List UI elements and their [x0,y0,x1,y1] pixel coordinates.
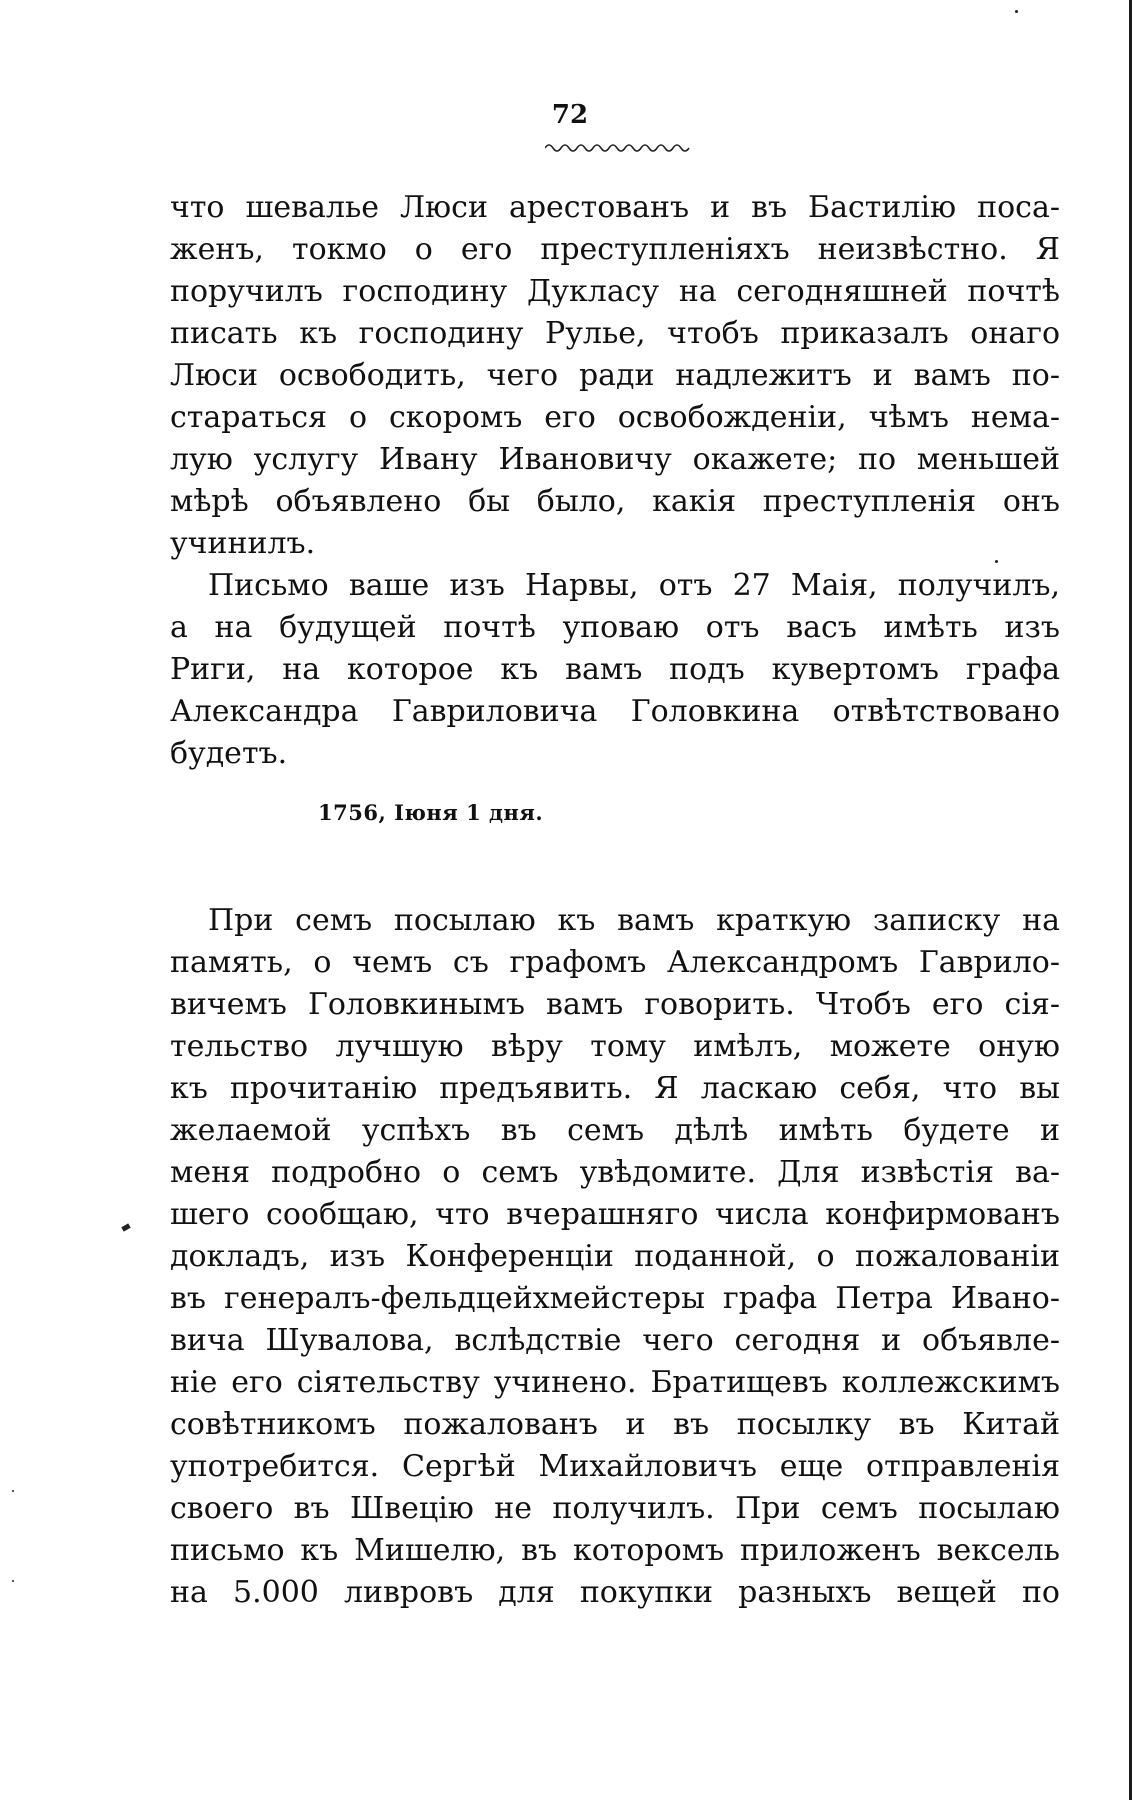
text-line: тельство лучшую вѣру тому имѣлъ, можете оную [170,1029,1060,1064]
text-line: шего сообщаю, что вчерашняго числа конфирмованъ [170,1197,1060,1232]
text-line: стараться о скоромъ его освобожденіи, чѣмъ нема- [170,400,1060,435]
text-line: женъ, токмо о его преступленіяхъ неизвѣстно. Я [170,232,1060,267]
text-line: вича Шувалова, вслѣдствіе чего сегодня и объявле- [170,1323,1060,1358]
page-number: 72 [551,100,589,130]
letter-1-body [170,187,1060,775]
text-line: а на будущей почтѣ уповаю отъ васъ имѣть изъ [170,610,1060,645]
text-line: письмо къ Мишелю, въ которомъ приложенъ вексель [170,1533,1060,1568]
text-line: Александра Гавриловича Головкина отвѣтствовано [170,694,1060,729]
text-line: поручилъ господину Дукласу на сегодняшней почтѣ [170,274,1060,309]
text-line: мѣрѣ объявлено бы было, какія преступленія онъ [170,484,1060,519]
text-line: Письмо ваше изъ Нарвы, отъ 27 Маія, получилъ, [208,568,1060,603]
text-line: употребится. Сергѣй Михайловичъ еще отправленія [170,1449,1060,1484]
scan-speck [12,1490,14,1492]
scan-speck [995,560,998,563]
scan-speck [12,1580,14,1582]
text-line: Люси освободить, чего ради надлежитъ и вамъ по- [170,358,1060,393]
text-line: Риги, на которое къ вамъ подъ кувертомъ графа [170,652,1060,687]
ornamental-rule [545,142,690,154]
text-line: на 5.000 ливровъ для покупки разныхъ вещей по [170,1575,1060,1610]
text-line: своего въ Швецію не получилъ. При семъ посылаю [170,1491,1060,1526]
text-line: совѣтникомъ пожалованъ и въ посылку въ Китай [170,1407,1060,1442]
page-edge [1129,0,1132,1800]
text-line: вичемъ Головкинымъ вамъ говорить. Чтобъ его сія- [170,987,1060,1022]
text-line: докладъ, изъ Конференціи поданной, о пожалованіи [170,1239,1060,1274]
text-line: къ прочитанію предъявить. Я ласкаю себя, что вы [170,1071,1060,1106]
letter-2-body [170,900,1060,1614]
text-line: При семъ посылаю къ вамъ краткую записку на [208,903,1060,938]
text-line: въ генералъ-фельдцейхмейстеры графа Петра Ивано- [170,1281,1060,1316]
text-line: ніе его сіятельству учинено. Братищевъ коллежскимъ [170,1365,1060,1400]
scan-speck [1015,10,1018,13]
text-line: писать къ господину Рулье, чтобъ приказалъ онаго [170,316,1060,351]
letter-1-date: 1756, Іюня 1 дня. [318,800,544,825]
text-line: меня подробно о семъ увѣдомите. Для извѣстія ва- [170,1155,1060,1190]
text-line: желаемой успѣхъ въ семъ дѣлѣ имѣть будете и [170,1113,1060,1148]
margin-mark [121,1223,130,1231]
text-line: лую услугу Ивану Ивановичу окажете; по меньшей [170,442,1060,477]
text-line: будетъ. [170,736,288,771]
text-line: что шевалье Люси арестованъ и въ Бастилію поса- [170,190,1060,225]
text-line: память, о чемъ съ графомъ Александромъ Гаврило- [170,945,1060,980]
text-line: учинилъ. [170,526,316,561]
